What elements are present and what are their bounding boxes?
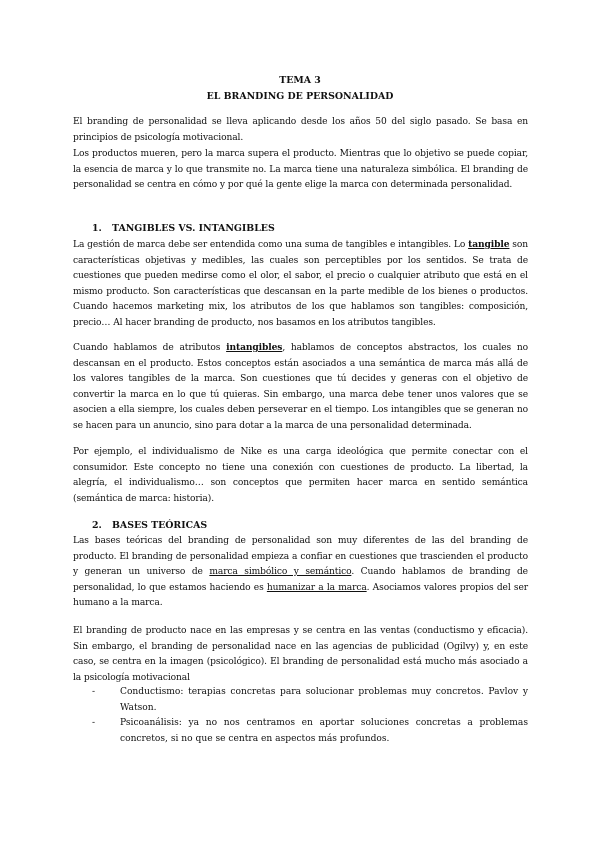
section-2-paragraph-2: El branding de producto nace en las empresas y se centra en las ventas (conductismo y eficacia). Sin embargo, el branding de personalidad nace en las agencias de publicidad (Ogilvy) y, en este caso, se centra en la imagen (psicológico). El branding de personalidad está mucho más asociado a la psicología motivacional [73,626,528,683]
text-run: . Cuando hablamos de branding de personalidad, lo que estamos haciendo es [73,567,528,593]
underlined-phrase-marca-simbolica: marca simbólico y semántico [209,567,352,578]
intro-paragraph-2: Los productos mueren, pero la marca supera el producto. Mientras que lo objetivo se puede copiar, la esencia de marca y lo que transmite no. La marca tiene una naturaleza simbólica. El branding de personalidad se centra en cómo y por qué la gente elige la marca con determinada personalidad. [73,149,528,191]
section-1-paragraph-2 [73,340,528,435]
intro-paragraph-1: El branding de personalidad se lleva aplicando desde los años 50 del siglo pasado. Se basa en principios de psicología motivacional. [73,117,528,143]
text-run: , hablamos de conceptos abstractos, los cuales no descansan en el producto. Estos conceptos están asociados a una semántica de marca más allá de los valores tangibles de la marca. Son cuestiones que tú decides y generas con el objetivo de convertir la marca en lo que tú quieras. Sin embargo, una marca debe tener unos valores que se asocien a ella siempre, los cuales deben perseverar en el tiempo. Los intangibles que se generan no se hacen para un anuncio, sino para dotar a la marca de una personalidad determinada. [73,343,528,431]
list-bullet: - [92,718,96,728]
list-item [92,716,528,747]
text-run: Cuando hablamos de atributos [73,343,227,353]
section-2-heading [92,520,207,531]
underlined-term-intangibles: intangibles [226,342,283,353]
section-1-heading [92,223,275,234]
text-run: La gestión de marca debe ser entendida como una suma de tangibles e intangibles. Lo [73,240,469,250]
underlined-term-tangible: tangible [468,239,510,250]
section-2-paragraph-1 [73,534,528,612]
list-item-text: Psicoanálisis: ya no nos centramos en aportar soluciones concretas a problemas concretos, si no que se centra en aspectos más profundos. [120,718,528,744]
text-run: . Asociamos valores propios del ser humano a la marca. [73,582,528,609]
document-title: EL BRANDING DE PERSONALIDAD [206,91,394,102]
text-run: Las bases teóricas del branding de personalidad son muy diferentes de las del branding de producto. El branding de personalidad empieza a confiar en cuestiones que trascienden el producto y generan un universo de [73,536,528,578]
section-title: BASES TEÓRICAS [112,520,208,531]
list-item [92,685,528,716]
section-1-paragraph-3: Por ejemplo, el individualismo de Nike es una carga ideológica que permite conectar con el consumidor. Este concepto no tiene una conexión con cuestiones de producto. La libertad, la alegría, el individualismo… son conceptos que permiten hacer marca en sentido semántica (semántica de marca: historia). [73,447,528,504]
section-number: 1. [92,223,102,234]
list-bullet: - [92,687,96,697]
underlined-phrase-humanizar: humanizar a la marca [266,582,367,593]
topic-number: TEMA 3 [279,75,321,86]
section-1-paragraph-1 [73,237,528,332]
section-title: TANGIBLES VS. INTANGIBLES [112,223,275,234]
list-item-text: Conductismo: terapias concretas para solucionar problemas muy concretos. Pavlov y Watson. [120,687,528,713]
text-run: son características objetivas y medibles, las cuales son perceptibles por los sentidos. Se trata de cuestiones que pueden medirse como el olor, el sabor, el precio o cualquier atributo que está en el mismo producto. Son características que descansan en la parte medible de los bienes o productos. Cuando hacemos marketing mix, los atributos de los que hablamos son tangibles: composición, precio… Al hacer branding de producto, nos basamos en los atributos tangibles. [73,240,528,328]
section-number: 2. [92,520,102,531]
